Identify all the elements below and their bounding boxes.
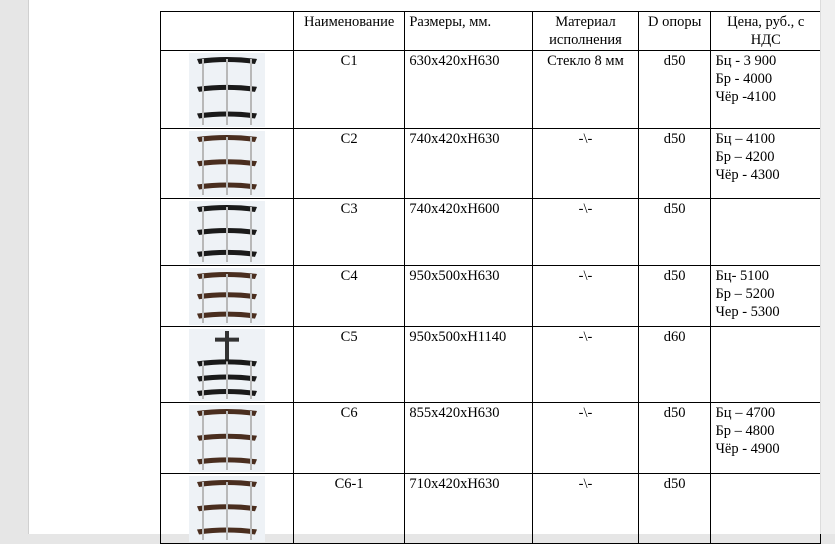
- product-material: -\-: [533, 266, 639, 327]
- bronze-glass-stand-image: [189, 268, 265, 325]
- price-line: Бр - 4000: [715, 71, 773, 87]
- header-name: Наименование: [293, 12, 404, 51]
- product-image-cell: [161, 403, 294, 474]
- price-line: Бц – 4700: [715, 405, 776, 421]
- product-size: 740x420xH600: [405, 199, 533, 266]
- product-support-diameter: d50: [638, 129, 711, 199]
- table-row: [161, 474, 821, 544]
- product-image-cell: [161, 474, 294, 544]
- product-material: Стекло 8 мм: [533, 51, 639, 129]
- product-price: [711, 199, 821, 266]
- product-size: 740x420xH630: [405, 129, 533, 199]
- header-price: Цена, руб., с НДС: [711, 12, 821, 51]
- price-line: Бр – 5200: [715, 286, 775, 302]
- product-support-diameter: d50: [638, 266, 711, 327]
- black-glass-stand-with-tv-mount-image: [189, 329, 265, 401]
- product-material: -\-: [533, 403, 639, 474]
- vertical-scrollbar[interactable]: [820, 0, 835, 534]
- product-price: [711, 403, 821, 474]
- product-name: C1: [293, 51, 404, 129]
- product-size: 630x420xH630: [405, 51, 533, 129]
- product-price: [711, 266, 821, 327]
- product-price: [711, 327, 821, 403]
- product-image-cell: [161, 51, 294, 129]
- document-page: [28, 0, 822, 534]
- product-material: -\-: [533, 327, 639, 403]
- product-name: C2: [293, 129, 404, 199]
- price-line: Бц – 4100: [715, 131, 776, 147]
- product-support-diameter: d50: [638, 51, 711, 129]
- bronze-glass-stand-image: [189, 476, 265, 542]
- product-image-cell: [161, 199, 294, 266]
- product-image-cell: [161, 327, 294, 403]
- table-row: [161, 199, 821, 266]
- table-row: [161, 327, 821, 403]
- price-line: Чер - 5300: [715, 304, 780, 320]
- product-price: [711, 129, 821, 199]
- header-material: Материал исполнения: [533, 12, 639, 51]
- product-name: C3: [293, 199, 404, 266]
- black-glass-stand-image: [189, 53, 265, 127]
- price-table: [160, 11, 821, 544]
- price-line: Бр – 4800: [715, 423, 775, 439]
- price-line: Чёр - 4300: [715, 167, 780, 183]
- table-row: [161, 266, 821, 327]
- product-support-diameter: d50: [638, 474, 711, 544]
- product-size: 855x420xH630: [405, 403, 533, 474]
- product-material: -\-: [533, 129, 639, 199]
- product-support-diameter: d60: [638, 327, 711, 403]
- product-price: [711, 51, 821, 129]
- black-glass-stand-image: [189, 201, 265, 264]
- product-name: C6-1: [293, 474, 404, 544]
- price-line: Чёр - 4900: [715, 441, 780, 457]
- price-line: Бц- 5100: [715, 268, 770, 284]
- product-image-cell: [161, 266, 294, 327]
- price-line: Бц - 3 900: [715, 53, 777, 69]
- bronze-glass-stand-image: [189, 405, 265, 472]
- product-material: -\-: [533, 474, 639, 544]
- product-image-cell: [161, 129, 294, 199]
- product-name: C5: [293, 327, 404, 403]
- product-name: C6: [293, 403, 404, 474]
- table-row: [161, 129, 821, 199]
- bronze-glass-stand-image: [189, 131, 265, 197]
- header-image: [161, 12, 294, 51]
- product-material: -\-: [533, 199, 639, 266]
- table-header-row: [161, 12, 821, 51]
- product-size: 950x500xH630: [405, 266, 533, 327]
- product-size: 950x500xH1140: [405, 327, 533, 403]
- product-support-diameter: d50: [638, 403, 711, 474]
- product-price: [711, 474, 821, 544]
- product-support-diameter: d50: [638, 199, 711, 266]
- table-row: [161, 51, 821, 129]
- header-support: D опоры: [638, 12, 711, 51]
- product-size: 710x420xH630: [405, 474, 533, 544]
- table-row: [161, 403, 821, 474]
- header-size: Размеры, мм.: [405, 12, 533, 51]
- price-line: Чёр -4100: [715, 89, 777, 105]
- product-name: C4: [293, 266, 404, 327]
- price-line: Бр – 4200: [715, 149, 775, 165]
